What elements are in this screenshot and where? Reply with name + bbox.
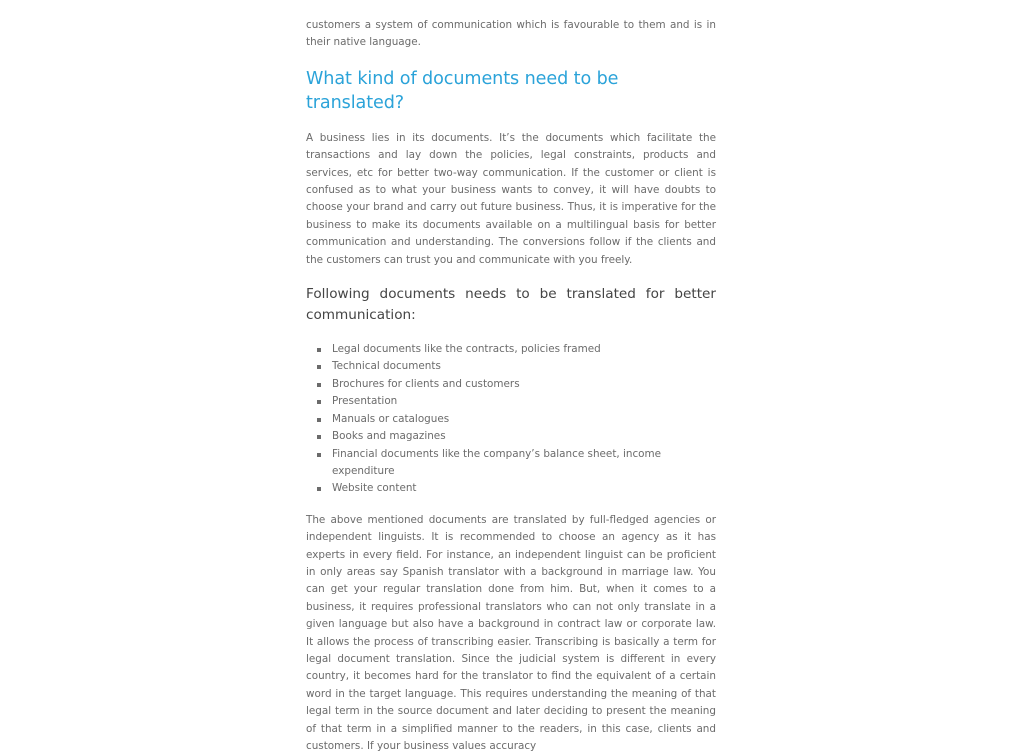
list-item: Books and magazines (332, 428, 716, 445)
list-item: Brochures for clients and customers (332, 376, 716, 393)
list-item: Technical documents (332, 358, 716, 375)
documents-list (306, 341, 716, 498)
list-heading: Following documents needs to be translated for better communication: (306, 286, 716, 323)
list-item: Legal documents like the contracts, policies framed (332, 341, 716, 358)
closing-paragraph: The above mentioned documents are translated by full-fledged agencies or independent linguists. It is recommended to choose an agency as it has experts in every field. For instance, an independent linguist can be proficient in only areas say Spanish translator with a background in marriage law. You can get your regular translation done from him. But, when it comes to a business, it requires professional translators who can not only translate in a given language but also have a background in contract law or corporate law. It allows the process of transcribing easier. Transcribing is basically a term for legal document translation. Since the judicial system is different in every country, it becomes hard for the translator to find the equivalent of a certain word in the target language. This requires understanding the meaning of that legal term in the source document and later deciding to present the meaning of that term in a simplified manner to the readers, in this case, clients and customers. If your business values accuracy (306, 513, 716, 752)
list-item: Financial documents like the company’s balance sheet, income expenditure (332, 446, 716, 481)
list-item: Manuals or catalogues (332, 411, 716, 428)
section-heading: What kind of documents need to be translated? (306, 68, 619, 113)
list-item: Website content (332, 480, 716, 497)
article-content (306, 17, 716, 755)
business-paragraph: A business lies in its documents. It’s the documents which facilitate the transactions and lay down the policies, legal constraints, products and services, etc for better two-way communication. If the customer or client is confused as to what your business wants to convey, it will have doubts to choose your brand and carry out future business. Thus, it is imperative for the business to make its documents available on a multilingual basis for better communication and understanding. The conversions follow if the clients and the customers can trust you and communicate with you freely. (306, 131, 716, 266)
list-item: Presentation (332, 393, 716, 410)
intro-paragraph: customers a system of communication which is favourable to them and is in their native language. (306, 19, 716, 49)
